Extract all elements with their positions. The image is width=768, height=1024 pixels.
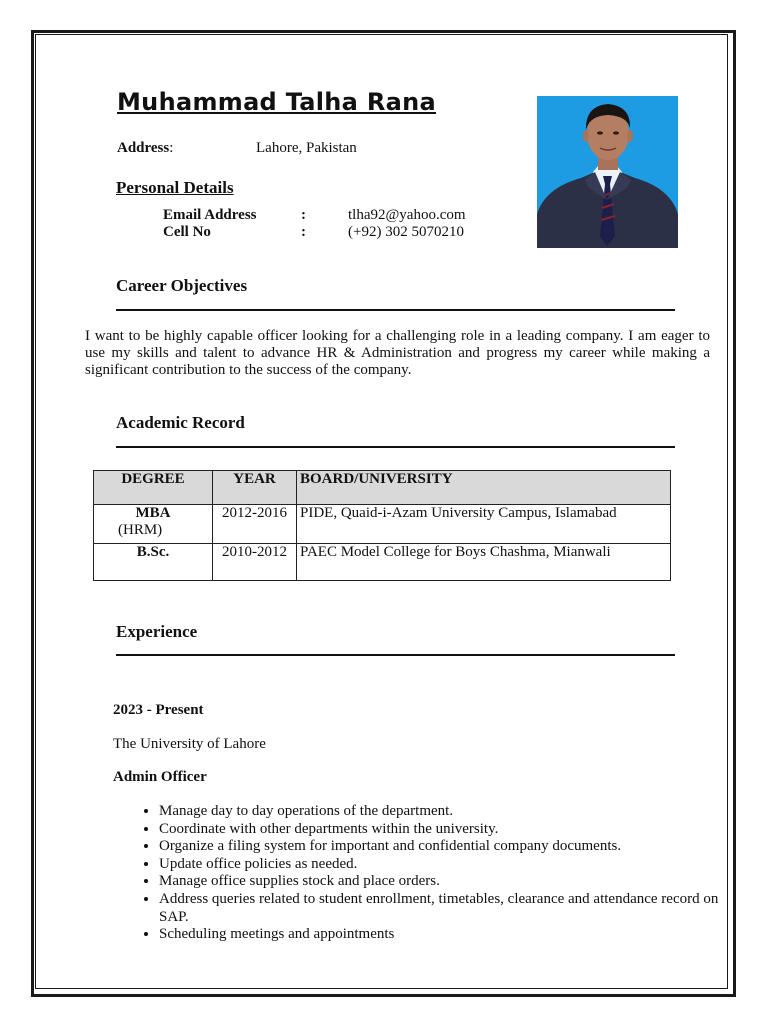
experience-organization: The University of Lahore xyxy=(113,736,266,752)
profile-photo xyxy=(537,96,678,248)
email-value: tlha92@yahoo.com xyxy=(348,207,466,223)
portrait-graphic xyxy=(537,96,678,248)
address-label-wrap xyxy=(117,140,173,157)
address-value: Lahore, Pakistan xyxy=(256,140,357,156)
cell-year: 2012-2016 xyxy=(213,505,297,544)
career-objectives-title: Career Objectives xyxy=(116,276,248,295)
section-divider xyxy=(116,654,675,656)
career-objective-text: I want to be highly capable officer looking for a challenging role in a leading company. I am eager to use my skills and talent to advance HR & Administration and progress my career while making a significant contribution to the success of the company. xyxy=(85,328,710,378)
list-item: • Scheduling meetings and appointments xyxy=(159,926,749,944)
table-row xyxy=(94,505,671,544)
experience-role: Admin Officer xyxy=(113,769,207,785)
degree-name: B.Sc. xyxy=(136,544,170,560)
cell-year: 2010-2012 xyxy=(213,544,297,581)
list-item: • Manage office supplies stock and place orders. xyxy=(159,873,749,891)
academic-table xyxy=(93,470,671,581)
header-degree: DEGREE xyxy=(94,471,213,505)
header-board: BOARD/UNIVERSITY xyxy=(297,471,671,505)
degree-name: MBA xyxy=(135,505,171,521)
address-colon: : xyxy=(169,140,174,156)
section-divider xyxy=(116,309,675,311)
experience-period: 2023 - Present xyxy=(113,702,204,718)
list-item: • Update office policies as needed. xyxy=(159,856,749,874)
cell-board: PIDE, Quaid-i-Azam University Campus, Islamabad xyxy=(297,505,671,544)
cell-board: PAEC Model College for Boys Chashma, Mianwali xyxy=(297,544,671,581)
cell-separator: : xyxy=(301,224,306,240)
address-label: Address xyxy=(117,140,170,156)
list-item: • Manage day to day operations of the department. xyxy=(159,803,749,821)
section-divider xyxy=(116,446,675,448)
list-item: • Coordinate with other departments within the university. xyxy=(159,821,749,839)
header-year: YEAR xyxy=(213,471,297,505)
email-separator: : xyxy=(301,207,306,223)
table-row xyxy=(94,544,671,581)
academic-record-title: Academic Record xyxy=(116,413,245,432)
cell-value: (+92) 302 5070210 xyxy=(348,224,464,240)
personal-details-title: Personal Details xyxy=(116,178,234,197)
candidate-name: Muhammad Talha Rana xyxy=(117,88,436,116)
table-header-row xyxy=(94,471,671,505)
cell-label: Cell No xyxy=(163,224,211,240)
cell-degree xyxy=(94,544,213,581)
cell-degree xyxy=(94,505,213,544)
degree-specialization: (HRM) xyxy=(118,522,163,538)
email-label: Email Address xyxy=(163,207,257,223)
list-item: • Address queries related to student enrollment, timetables, clearance and attendance record on SAP. xyxy=(159,891,749,926)
duties-list xyxy=(113,803,749,944)
list-item: • Organize a filing system for important and confidential company documents. xyxy=(159,838,749,856)
experience-title: Experience xyxy=(116,622,198,641)
